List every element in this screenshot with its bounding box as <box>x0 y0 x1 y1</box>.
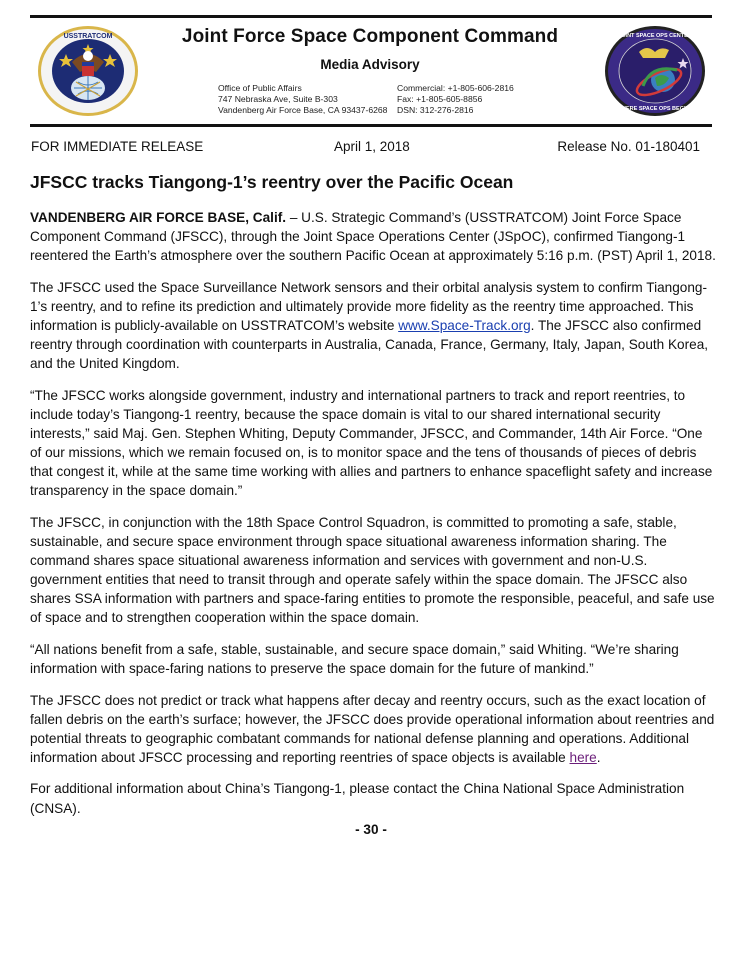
paragraph-3: “The JFSCC works alongside government, industry and international partners to track and report reentries, to include today’s Tiangong-1 reentry, because the space domain is vital to our shared international security interests,” said Maj. Gen. Stephen Whiting, Deputy Commander, JFSCC, and Commander, 14th Air Force. “One of our missions, which we remain focused on, is to monitor space and the tens of thousands of pieces of debris that congest it, while at the same time working with allies and partners to enhance spaceflight safety and increase transparency in the space domain.” <box>30 387 713 499</box>
release-date: April 1, 2018 <box>334 139 410 154</box>
release-number: Release No. 01-180401 <box>557 139 700 154</box>
article-body <box>30 208 716 830</box>
contact-office: Office of Public Affairs <box>218 83 302 93</box>
usstratcom-jfscc-seal-icon <box>36 24 140 118</box>
paragraph-6-text-a: The JFSCC does not predict or track what happens after decay and reentry occurs, such as the exact location of fallen debris on the earth’s surface; however, the JFSCC does provide operational information about reentries and potential threats to geographic combatant commands for national defense planning and operations. Additional information about JFSCC processing and reporting reentries of space objects is available <box>30 692 715 765</box>
paragraph-4: The JFSCC, in conjunction with the 18th Space Control Squadron, is committed to promoting a safe, stable, sustainable, and secure space environment through space situational awareness information sharing. The command shares space situational awareness information and services with government and non-U.S. government entities that need to transit through and operate safely within the space domain. The JFSCC also shares SSA information with partners and space-faring entities to promote the responsible, peaceful, and safe use of space and to strengthen cooperation within the space domain. <box>30 514 715 626</box>
additional-info-here-link[interactable]: here <box>569 749 597 765</box>
svg-text:USSTRATCOM: USSTRATCOM <box>63 33 113 40</box>
paragraph-1-text: – U.S. Strategic Command’s (USSTRATCOM) Joint Force Space Component Command (JFSCC), through the Joint Space Operations Center (JSpOC), confirmed Tiangong-1 reentered the Earth’s atmosphere over the southern Pacific Ocean at approximately 5:16 p.m. (PST) April 1, 2018. <box>30 210 716 264</box>
paragraph-2-text-a: The JFSCC used the Space Surveillance Network sensors and their orbital analysis system to confirm Tiangong-1’s reentry, and to refine its prediction and ultimately provide more fidelity as the reentry time approached. This information is publicly-available on USSTRATCOM’s website <box>30 279 707 333</box>
paragraph-2 <box>30 278 716 373</box>
headline: JFSCC tracks Tiangong-1’s reentry over the Pacific Ocean <box>30 172 514 192</box>
contact-fax: Fax: +1-805-605-8856 <box>397 94 483 104</box>
release-type: FOR IMMEDIATE RELEASE <box>31 139 204 154</box>
contact-street: 747 Nebraska Ave, Suite B-303 <box>218 94 338 104</box>
svg-text:WHERE SPACE OPS BEGINS: WHERE SPACE OPS BEGINS <box>616 106 694 112</box>
jspoc-seal-icon <box>603 24 707 118</box>
dateline: VANDENBERG AIR FORCE BASE, Calif. <box>30 210 287 225</box>
contact-address-block <box>218 83 387 116</box>
paragraph-7: For additional information about China’s Tiangong-1, please contact the China National Space Administration (CNSA). <box>30 781 685 816</box>
org-title: Joint Force Space Component Command <box>181 26 559 47</box>
paragraph-2-text-b: . The JFSCC also confirmed reentry through coordination with counterparts in Australia, Canada, France, Germany, Italy, Japan, South Korea, and the United Kingdom. <box>30 317 709 372</box>
space-track-link[interactable]: www.Space-Track.org <box>398 317 531 333</box>
contact-phone-block <box>397 83 514 116</box>
svg-text:JOINT SPACE OPS CENTER: JOINT SPACE OPS CENTER <box>618 33 692 39</box>
contact-city: Vandenberg Air Force Base, CA 93437-6268 <box>218 105 388 115</box>
end-marker: - 30 - <box>355 822 387 837</box>
paragraph-6 <box>30 691 716 767</box>
paragraph-5: “All nations benefit from a safe, stable, sustainable, and secure space domain,” said Whiting. “We’re sharing information with space-faring nations to preserve the space domain for the future of mankind.” <box>30 641 679 676</box>
paragraph-6-text-b: . <box>596 749 601 765</box>
contact-commercial: Commercial: +1-805-606-2816 <box>397 83 514 93</box>
media-advisory-label: Media Advisory <box>320 57 420 72</box>
header-top-rule <box>30 15 712 18</box>
contact-dsn: DSN: 312-276-2816 <box>397 105 474 115</box>
paragraph-1 <box>30 208 716 265</box>
release-info-row <box>31 139 700 157</box>
header-bottom-rule <box>30 124 712 127</box>
